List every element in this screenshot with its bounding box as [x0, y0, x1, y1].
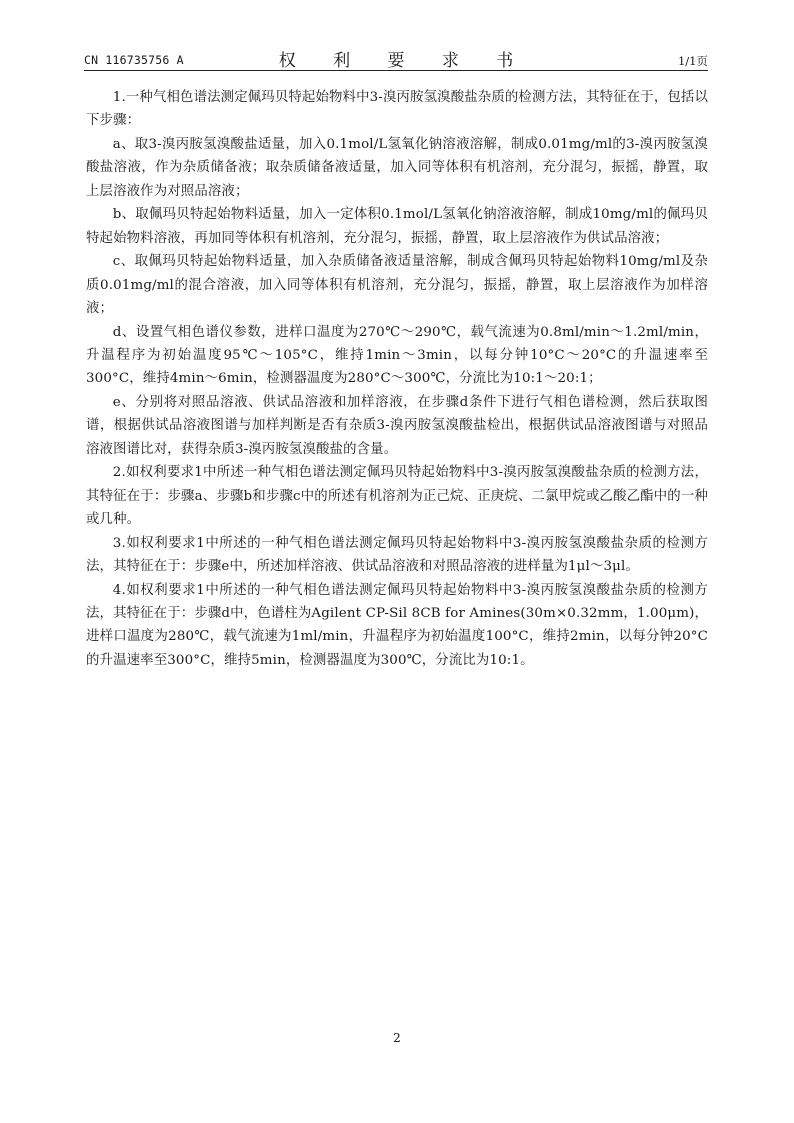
- page-count: 1/1页: [677, 54, 708, 68]
- claim-1-step-d: d、设置气相色谱仪参数，进样口温度为270℃～290℃，载气流速为0.8ml/min～1.2ml/min，升温程序为初始温度95℃～105°C，维持1min～3min，以每分钟10°C～20°C的升温速率至300°C，维持4min～6min，检测器温度为280°C～300℃，分流比为10:1～20:1；: [86, 324, 708, 387]
- claim-1-step-a: a、取3-溴丙胺氢溴酸盐适量，加入0.1mol/L氢氧化钠溶液溶解，制成0.01mg/ml的3-溴丙胺氢溴酸盐溶液，作为杂质储备液；取杂质储备液适量，加入同等体积有机溶剂，充分混匀，振摇，静置，取上层溶液作为对照品溶液；: [86, 136, 708, 199]
- publication-number: CN 116735756 A: [84, 53, 184, 67]
- claim-1-step-e: e、分别将对照品溶液、供试品溶液和加样溶液，在步骤d条件下进行气相色谱检测，然后获取图谱，根据供试品溶液图谱与加样判断是否有杂质3-溴丙胺氢溴酸盐检出，根据供试品溶液图谱与对照品溶液图谱比对，获得杂质3-溴丙胺氢溴酸盐的含量。: [86, 394, 708, 457]
- page-header: [84, 46, 708, 71]
- claims-body: [86, 86, 708, 672]
- claim-2: 2.如权利要求1中所述一种气相色谱法测定佩玛贝特起始物料中3-溴丙胺氢溴酸盐杂质的检测方法，其特征在于：步骤a、步骤b和步骤c中的所述有机溶剂为正己烷、正庚烷、二氯甲烷或乙酸乙酯中的一种或几种。: [86, 465, 708, 528]
- claim-1-preamble: 1.一种气相色谱法测定佩玛贝特起始物料中3-溴丙胺氢溴酸盐杂质的检测方法，其特征在于，包括以下步骤：: [86, 90, 708, 129]
- claim-4: 4.如权利要求1中所述的一种气相色谱法测定佩玛贝特起始物料中3-溴丙胺氢溴酸盐杂质的检测方法，其特征在于：步骤d中，色谱柱为Agilent CP-Sil 8CB for Amines(30m×0.32mm，1.00μm)，进样口温度为280℃，载气流速为1ml/min，升温程序为初始温度100°C，维持2min，以每分钟20°C的升温速率至300°C，维持5min，检测器温度为300℃，分流比为10:1。: [86, 582, 708, 668]
- claim-1-step-b: b、取佩玛贝特起始物料适量，加入一定体积0.1mol/L氢氧化钠溶液溶解，制成10mg/ml的佩玛贝特起始物料溶液，再加同等体积有机溶剂，充分混匀，振摇，静置，取上层溶液作为供试品溶液；: [86, 207, 708, 246]
- claim-1-step-c: c、取佩玛贝特起始物料适量，加入杂质储备液适量溶解，制成含佩玛贝特起始物料10mg/ml及杂质0.01mg/ml的混合溶液，加入同等体积有机溶剂，充分混匀，振摇，静置，取上层溶液作为加样溶液；: [86, 254, 708, 317]
- document-title: 权 利 要 求 书: [278, 51, 530, 71]
- claim-3: 3.如权利要求1中所述的一种气相色谱法测定佩玛贝特起始物料中3-溴丙胺氢溴酸盐杂质的检测方法，其特征在于：步骤e中，所述加样溶液、供试品溶液和对照品溶液的进样量为1μl～3μl。: [86, 535, 708, 575]
- page-number: 2: [393, 1031, 401, 1045]
